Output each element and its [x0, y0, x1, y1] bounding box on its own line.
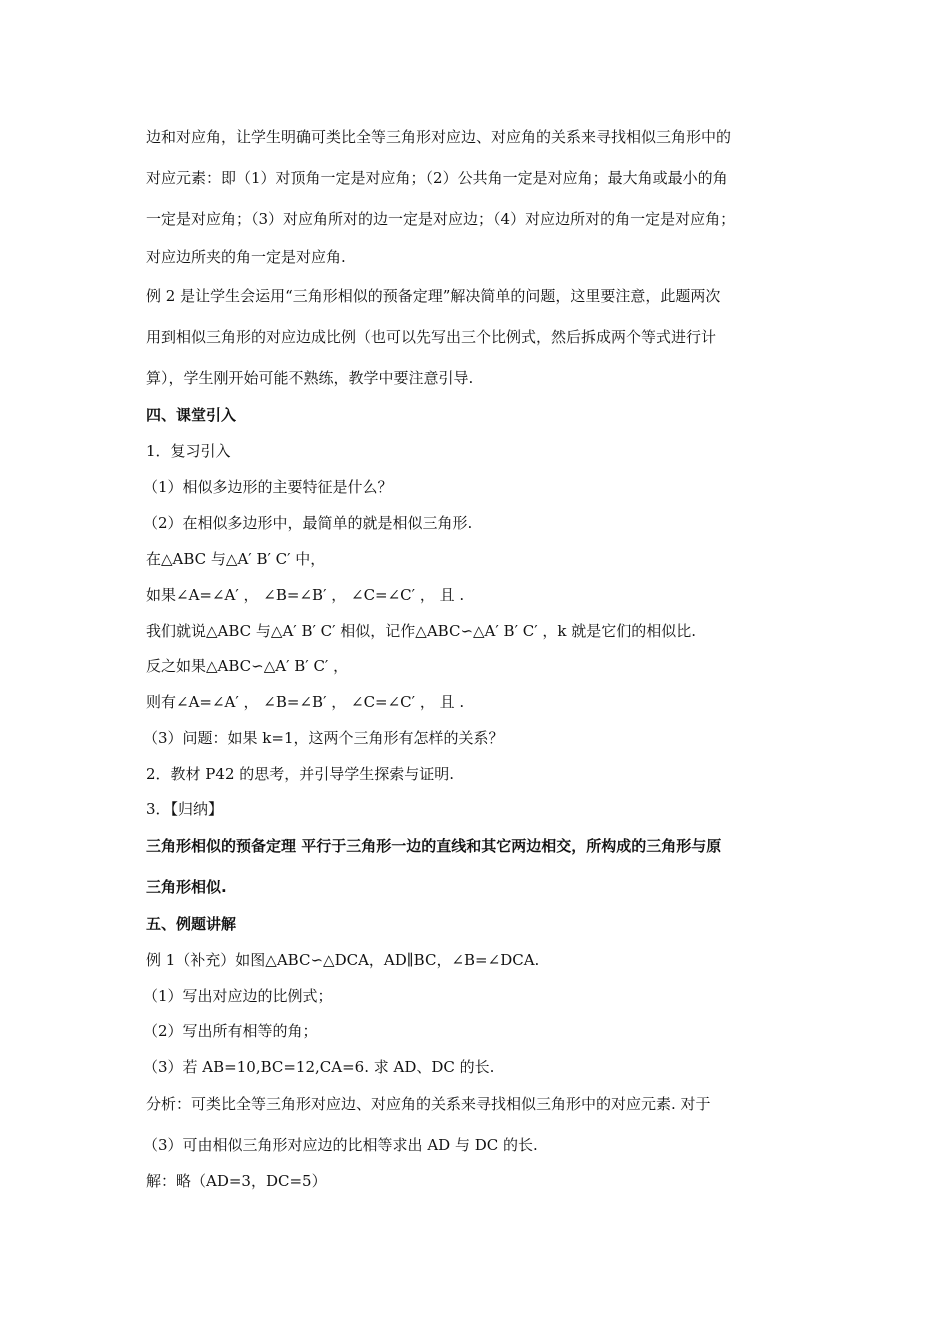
example-line: 例 1（补充）如图△ABC∽△DCA，AD∥BC，∠B=∠DCA.	[146, 951, 540, 969]
list-item: 3．【归纳】	[146, 800, 224, 818]
example-line: （1）写出对应边的比例式；	[143, 987, 333, 1005]
section-heading: 五、例题讲解	[146, 915, 237, 933]
list-item: （3）问题：如果 k=1，这两个三角形有怎样的关系？	[143, 729, 504, 747]
list-item: （2）在相似多边形中，最简单的就是相似三角形.	[143, 514, 473, 532]
list-item: 我们就说△ABC 与△A′ B′ C′ 相似，记作△ABC∽△A′ B′ C′ ，k 就是它们的相似比.	[146, 622, 697, 640]
paragraph-line: 例 2 是让学生会运用“三角形相似的预备定理”解决简单的问题，这里要注意，此题两次	[146, 287, 721, 305]
paragraph-line: 用到相似三角形的对应边成比例（也可以先写出三个比例式，然后拆成两个等式进行计	[146, 328, 717, 346]
paragraph-line: 对应边所夹的角一定是对应角.	[146, 248, 346, 266]
paragraph-line: 算），学生刚开始可能不熟练，教学中要注意引导.	[146, 369, 474, 387]
list-item: 则有∠A=∠A′ ， ∠B=∠B′ ， ∠C=∠C′ ， 且 .	[146, 693, 465, 711]
paragraph-line: 对应元素：即（1）对顶角一定是对应角；（2）公共角一定是对应角；最大角或最小的角	[146, 169, 728, 187]
list-item: 2．教材 P42 的思考，并引导学生探索与证明.	[146, 765, 455, 783]
example-line: 分析：可类比全等三角形对应边、对应角的关系来寻找相似三角形中的对应元素. 对于	[146, 1095, 711, 1113]
theorem-text: 三角形相似的预备定理 平行于三角形一边的直线和其它两边相交，所构成的三角形与原	[146, 837, 722, 855]
example-line: （3）可由相似三角形对应边的比相等求出 AD 与 DC 的长.	[143, 1136, 538, 1154]
paragraph-line: 一定是对应角；（3）对应角所对的边一定是对应边；（4）对应边所对的角一定是对应角；	[146, 210, 736, 228]
theorem-text: 三角形相似.	[146, 878, 227, 896]
list-item: 1．复习引入	[146, 442, 231, 460]
example-line: （3）若 AB=10,BC=12,CA=6. 求 AD、DC 的长.	[143, 1058, 495, 1076]
example-line: 解：略（AD=3，DC=5）	[146, 1172, 327, 1190]
list-item: 如果∠A=∠A′ ， ∠B=∠B′ ， ∠C=∠C′ ， 且 .	[146, 586, 465, 604]
list-item: （1）相似多边形的主要特征是什么？	[143, 478, 393, 496]
section-heading: 四、课堂引入	[146, 406, 237, 424]
example-line: （2）写出所有相等的角；	[143, 1022, 318, 1040]
list-item: 反之如果△ABC∽△A′ B′ C′ ，	[146, 657, 349, 675]
paragraph-line: 边和对应角，让学生明确可类比全等三角形对应边、对应角的关系来寻找相似三角形中的	[146, 128, 732, 146]
list-item: 在△ABC 与△A′ B′ C′ 中，	[146, 550, 326, 568]
